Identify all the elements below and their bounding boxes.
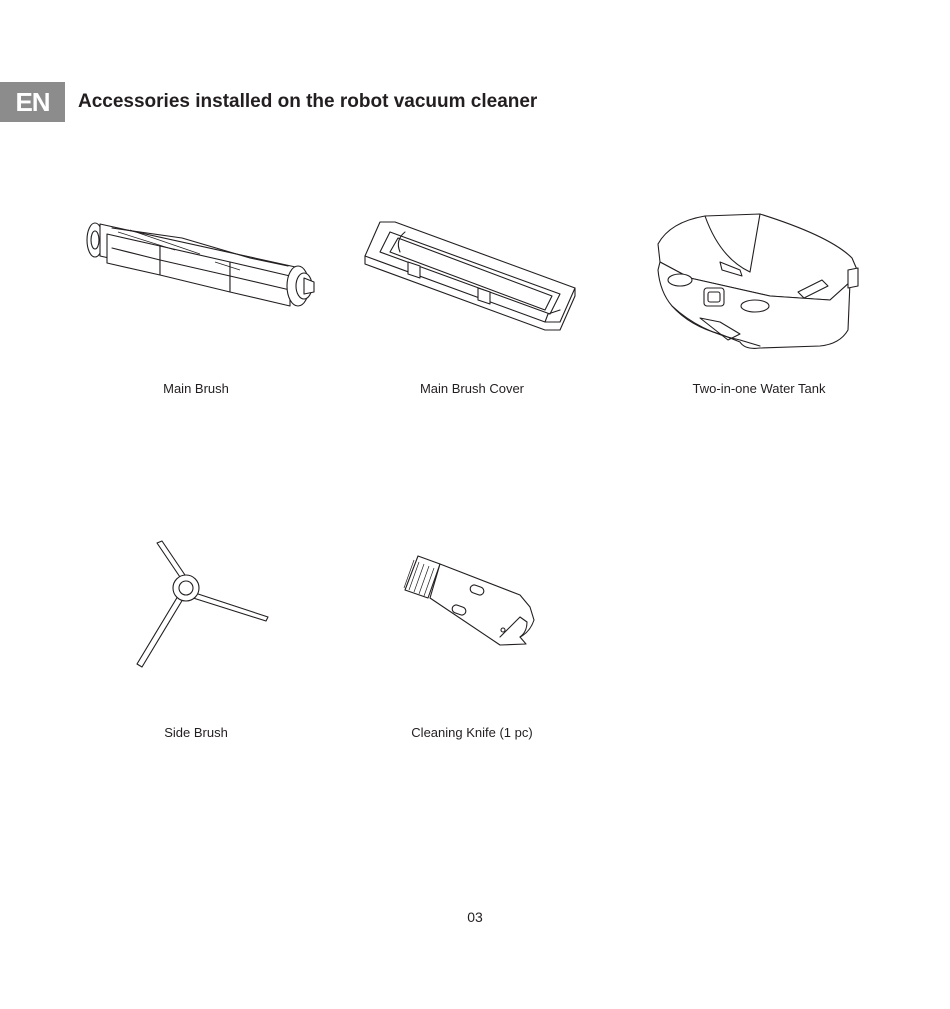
page-number: 03 [467,909,483,925]
language-badge: EN [0,82,65,122]
page-title: Accessories installed on the robot vacuum cleaner [78,91,538,112]
accessory-label: Main Brush Cover [419,381,525,396]
accessory-label: Two-in-one Water Tank [692,381,826,396]
accessory-label: Side Brush [164,725,228,740]
accessory-label: Cleaning Knife (1 pc) [411,725,533,740]
accessory-label: Main Brush [163,381,229,396]
